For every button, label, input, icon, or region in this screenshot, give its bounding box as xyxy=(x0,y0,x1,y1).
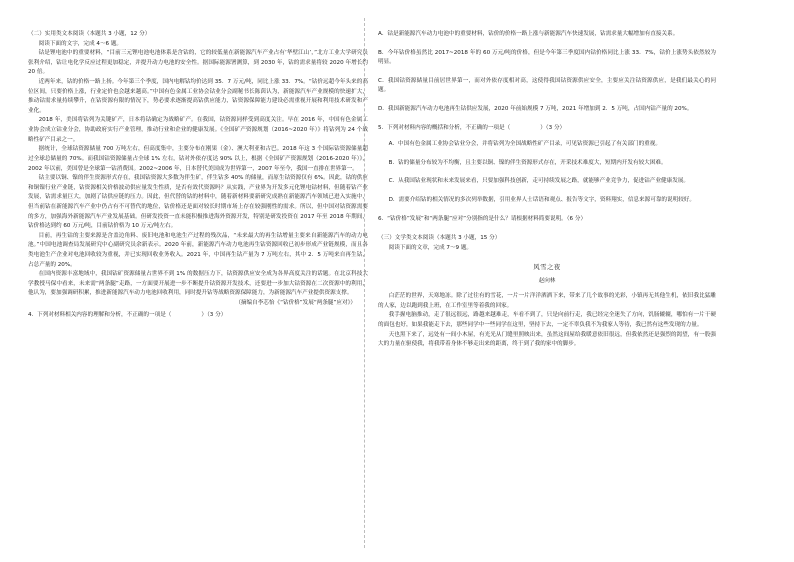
q4-option-a: A．钴是新能源汽车动力电池中的重要材料，钴价的价格一路上涨与新能源汽车快速发展，钴需求量大幅增加有直接关系。 xyxy=(378,31,679,37)
question-5-score: ）（3 分） xyxy=(540,124,566,131)
story-paragraph-2: 我手握电脑推动，走了很远很远，路越来越难走，车看不到了，只是向前行走，我已经完全迷失了方向，饥肠辘辘，哪怕有一片干硬的面包也好，如果我能走下去，那些同学中一些同学在这里，坚持下去，一定不辜负我不为我家人等待，我已然有这些发现的力量。 xyxy=(378,312,716,328)
right-column xyxy=(378,30,716,350)
article-paragraph-6: 目前，再生钴的主要来源是含盖边角料、废旧电池和电池生产过程的残次品，“未来最大的再生钴增量主要来自新能源汽车的动力电池。”中国电池调查局发展研究中心副研究员余新表示。2020 年前，新能源汽车动力电池再生钴资源回收已初步形成产业链规模，而且各类电池生产企业对电池回收较为重视，并已实现回收业务收入。2021 年，中国再生钴产量为 7 万吨左右，其中 2．5 万吨来自再生钴，占总产量的 20%。 xyxy=(28,232,368,268)
q4-option-b: B．今年钴价格虽然比 2017~2018 年的 60 万元/吨的价格，但是今年第三季度国内钴价格同比上涨 33．7%，钴价上涨势头依然较为明显。 xyxy=(378,49,716,66)
q5-option-c: C．从我国钴业现状和未来发展来看，只要加强科技创新，走可持续发展之路，就能够产业竞争力，促进钴产业健康发展。 xyxy=(388,178,690,185)
q5-options xyxy=(378,140,716,205)
question-4 xyxy=(28,311,368,321)
left-column xyxy=(28,30,368,322)
article-paragraph-4: 据统计，全球钴资源储量 700 万吨左右，但高度集中，主要分布在刚果（金）、澳大利亚和古巴。2018 年这 3 个国际钴资源储量超过全球总储量的 70%。而我国钴资源储量占全球 1% 左右，钴对外依存度达 90% 以上，根据《全国矿产资源规划（2016-2020 年）》，2002 年以前，美国曾是全球第一钴消费国。2002~2006 年，日本替代美国成为世界第一，2007 年至今，我国一直排在世界第一。 xyxy=(28,146,368,172)
question-5-text: 5．下列对材料内容的概括和分析，不正确的一项是（ xyxy=(378,124,511,131)
q4-option-d: D．我国新能源汽车动力电池再生钴供应发展，2020 年前始规模 7 万吨，2021 年增加到 2．5 万吨，占国内钴产量的 20%。 xyxy=(378,106,693,113)
article-paragraph-5: 钴主要以铜、镍的伴生资源形式存在，我国钴资源大多数为伴生矿，伴生钴多 40% 的储量，而原生钴资源仅有 6%。因此，钴的供应和铜镍行业产业链，钴资源相关价格波动供应量发生性质，是否有效代资源吗？从实践，产业界为开发多元化锂电钴材料，但随着钴产业发展，钴需求量巨大，加剧了钴供应链的压力。因此，但代替的钴的材料中，随着新材料要新研究成熟在新能源汽车领域已进入实施中，但当前钴在新能源汽车产业中仍占有不可替代的地位，钴价格还是面对较长时期市场上存在较强刚性的需求。所以，但中国对钴资源需要的多方，加强海外新能源汽车产业发展基础。但研发投资一直未能积极推进海外资源开发，特别是研发投资在 2017 年至 2018 年期间，钴价格达到约 60 万元/吨，目前钴价格为 10 万元/吨左右。 xyxy=(28,175,368,230)
literary-instruction: 阅读下面的文章，完成 7～9 题。 xyxy=(388,244,473,251)
story-paragraph-1: 白茫茫的世界，天寒地冻。除了过往有的雪花，一片一片洋洋洒洒下来，带来了几个故事的光彩，小镇再无其他生机，依旧我比猛雕的人家，边以跑到我上班，在工作室里等着我的回家。 xyxy=(378,293,716,309)
q4-option-c: C．我国钴资源储量目前居世界第一，而对外依存度相对高，这使得我国钴资源供应安全，主要应关注钴资源供应，是我们最关心的问题。 xyxy=(378,77,716,94)
section-title-practical: （二）实用类文本阅读（本题共 3 小题，12 分） xyxy=(28,31,151,37)
article-paragraph-1: 钴是锂电池中的重要材料，“目前三元锂电池电池体系是含钴的，它的较低量在新能源汽车产业占有‘华壁江山’，”北方工业大学研究员张利介绍，钴让电化学反应过程更加稳定，并提升动力电池的安全性。据国际能源署测算，到 2030 年，钴的需求量将较 2020 年增长约 20 倍。 xyxy=(28,50,368,76)
section-title-literary: （三）文学类文本阅读（本题共 3 小题，15 分） xyxy=(378,235,501,242)
question-4-score: ）（3 分） xyxy=(201,311,227,318)
story-title: 风雪之夜 xyxy=(533,262,561,271)
article-paragraph-2: 近两年来，钴的价格一路上扬。今年第三个季度，国内电解钴均价达到 35．7 万元/吨，同比上涨 33．7%。“钴价远超今年头来的高位区间，只要价格上涨，行业定价也会越来越高。”中国有色金属工业协会钴业分会副秘书长陈茵认为，新能源汽车产业规模的快速扩大，推动钴需求量持续攀升，在钴资源有限的情况下，势必要求逐渐提高钴供应能力，钴资源保障能力建设必需重视开展和利用技术研发和产业化。 xyxy=(28,79,368,114)
story-paragraph-3: 天也黑下来了，远处有一间小木屋，有光光从门缝里照映出来，虽然这间屋给我暖意依旧很远，但我依然还是强烈的渴望，有一股强大的力量在驱使我，将我带着身体不够走出来的距离，终于到了我的家中的脚步。 xyxy=(378,331,716,348)
question-6: 6．“钴价格”发展”和“两条腿”应对”分别指的是什么？请根据材料简要说明。（6 分） xyxy=(378,215,587,222)
article-paragraph-3: 2018 年，美国将钴列为关键矿产，日本将钴确定为战略矿产。在我国，钴资源同样受到高度关注。早在 2016 年，中国有色金属工业协会成立钴业分会，协助政府实行产业管理，推动行业和企业的健康发展。《全国矿产资源规划（2016~2020 年）》将钴列为 24 个战略性矿产目录之一。 xyxy=(28,117,368,143)
q5-option-d: D．需要介绍钴的相关情况的多次列举数据，引用业界人士话语和观点、报告等文字，资料翔实，信息来源可靠的说明较好。 xyxy=(388,197,695,204)
story-author: 赵向林 xyxy=(538,277,556,284)
reading-instruction: 阅读下面的文字，完成 4～6 题。 xyxy=(38,40,123,47)
q5-option-b: B．钴的储量分布较为不均衡，且主要以铜、镍的伴生资源形式存在，开采技术难度大，短期内开发有较大困难。 xyxy=(388,159,667,166)
article-paragraph-7: 在国内资源丰富地域中，我国钴矿资源储量占世界不到 1% 的数据压力下，钴资源供应安全成为各界高度关注的话题。在北京科技大学教授马保中看来，未来需“两条腿”走路，一方面要开展进一步不断提升钴资源开发技术，还要进一步加大钴资源在二次资源中的利用，他认为，要加强调研积累，推进新能源汽车动力电池回收利用，同时提升钴等战略资源保障能力，为新能源汽车产业提供资源支撑。 xyxy=(28,271,368,297)
question-5 xyxy=(378,124,716,134)
article-source: （摘编自李芯怡《“钴价格”发展“两条腿”应对》） xyxy=(235,300,356,307)
q5-option-a: A．中国有色金属工业协会钴业分会，并将钴列为全国战略性矿产目录，可见钴资源已引起了有关部门的重视。 xyxy=(388,141,661,148)
question-4-text: 4．下列对材料相关内容的理解和分析，不正确的一项是（ xyxy=(28,311,172,318)
